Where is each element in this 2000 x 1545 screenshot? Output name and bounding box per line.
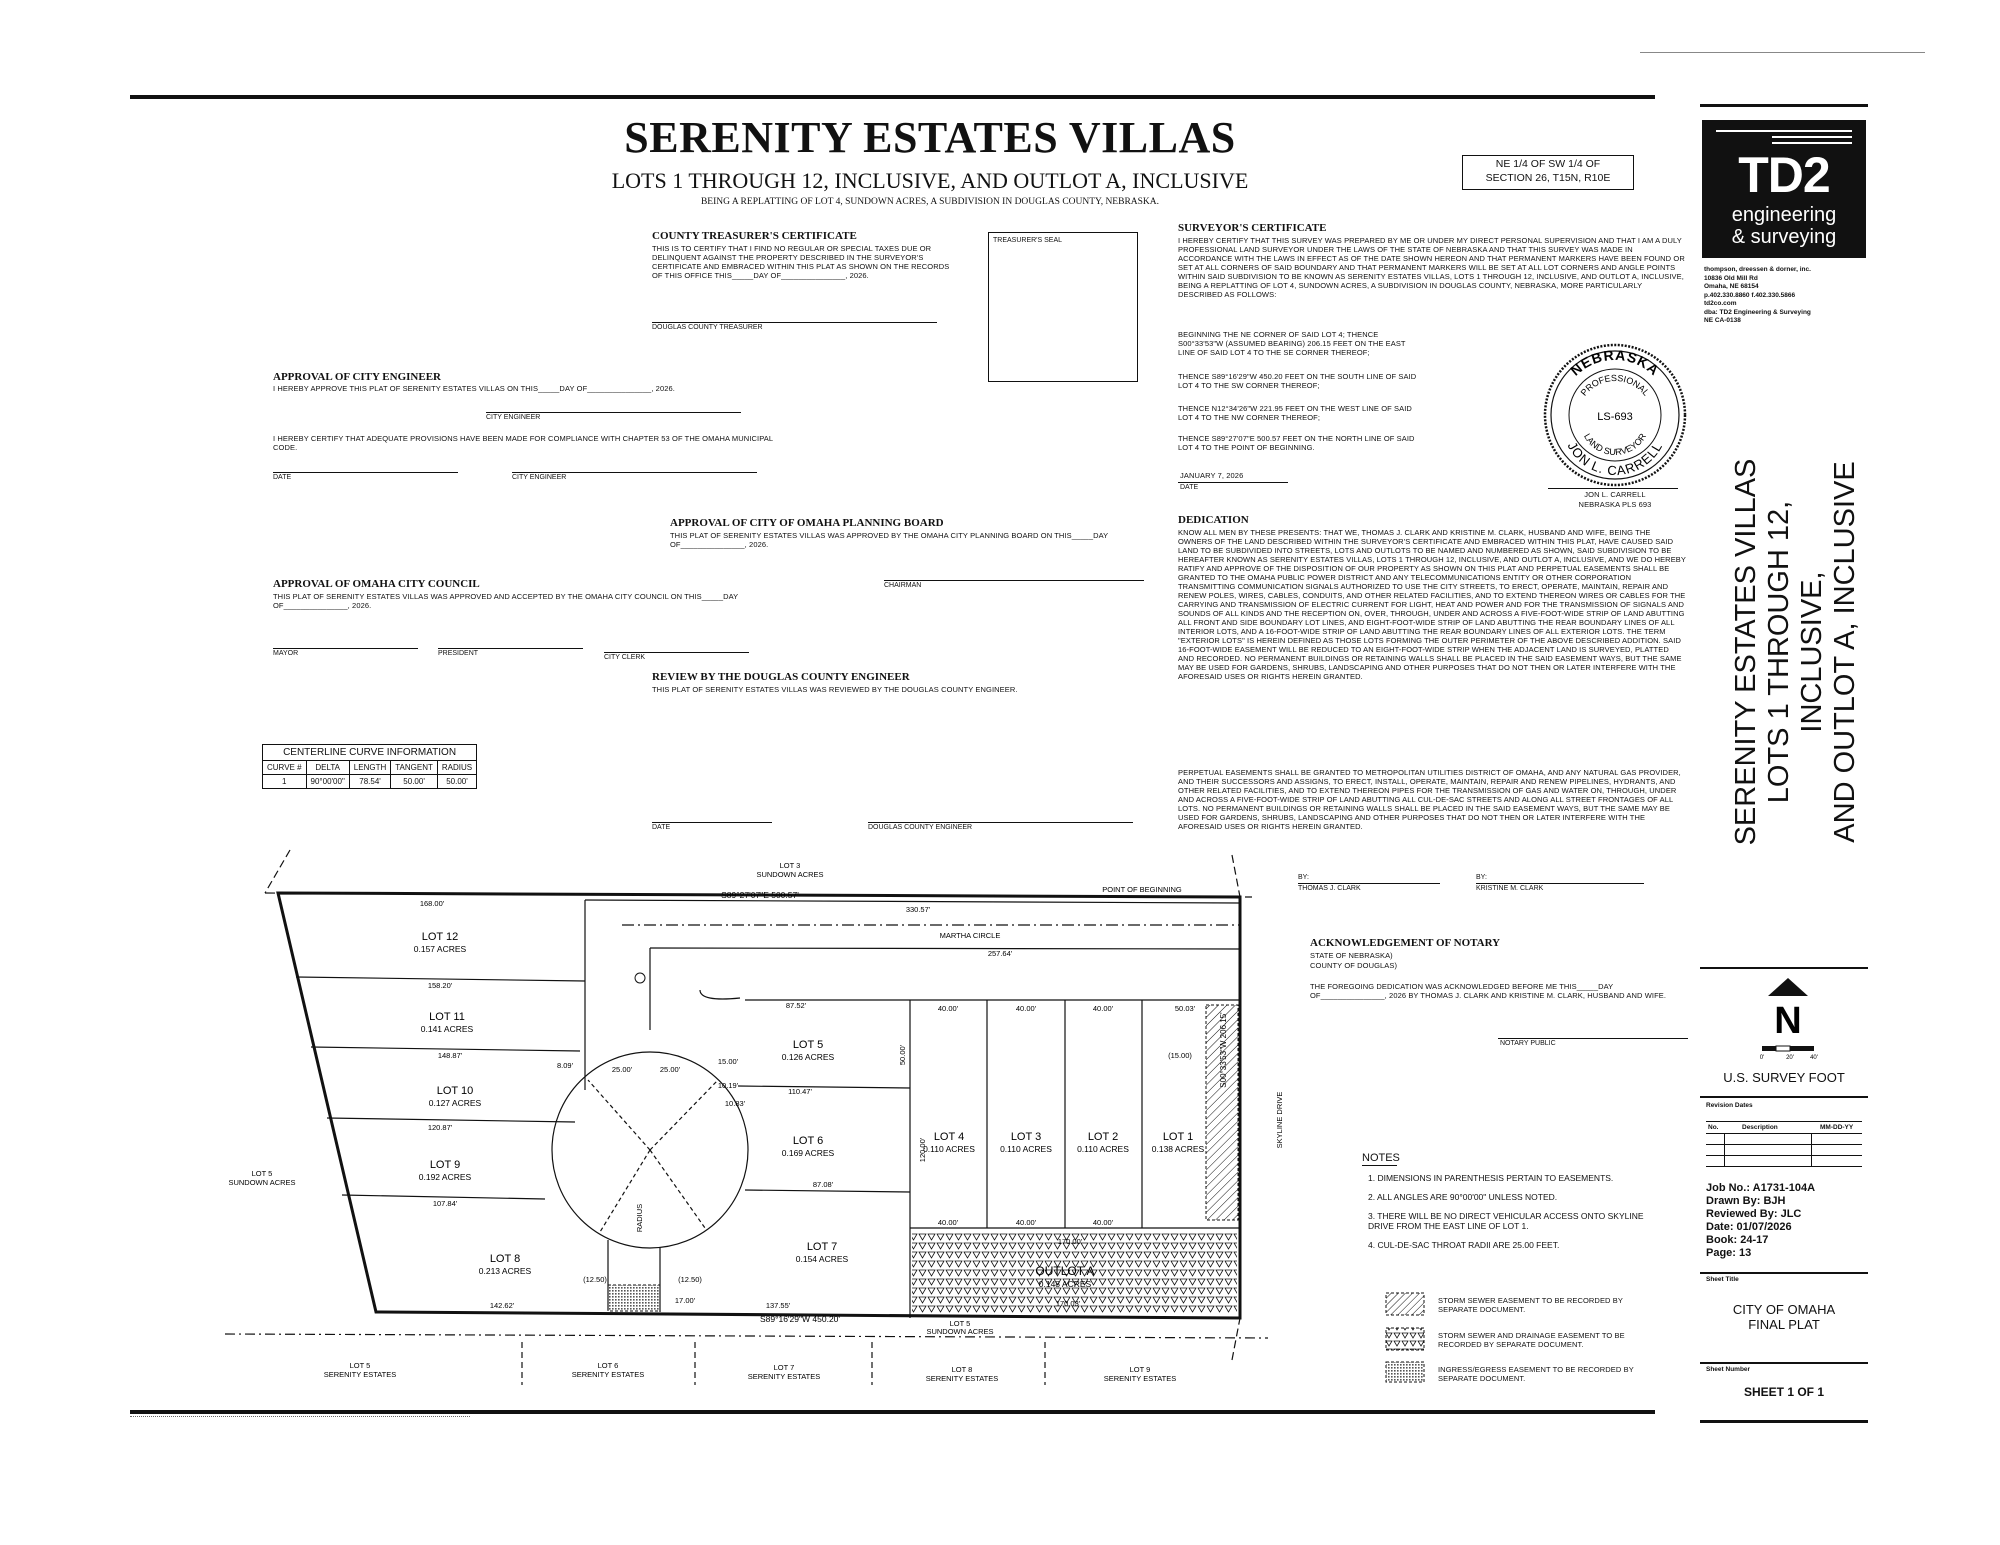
dim-label: (15.00) <box>1168 1051 1192 1060</box>
plat-title: SERENITY ESTATES VILLAS <box>624 113 1236 162</box>
dim-label: 8.09' <box>556 1061 574 1070</box>
dim-label: 168.00' <box>419 899 445 908</box>
adjacent-bottom-lot: LOT 9 <box>1129 1365 1151 1374</box>
city-council-text: THIS PLAT OF SERENITY ESTATES VILLAS WAS APPROVED AND ACCEPTED BY THE OMAHA CITY COUNCIL ON THIS_____DAY OF_______________, 2026. <box>273 592 739 610</box>
surveyor-p2: THENCE S89°16'29"W 450.20 FEET ON THE SOUTH LINE OF SAID LOT 4 TO THE SW CORNER THEREOF; <box>1178 372 1417 390</box>
dim-label: 25.00' <box>611 1065 633 1074</box>
adjacent-top-lot: LOT 3 <box>779 861 801 870</box>
surveyor-p4: THENCE S89°27'07"E 500.57 FEET ON THE NORTH LINE OF SAID LOT 4 TO THE POINT OF BEGINNING. <box>1178 434 1415 452</box>
lot-11-label: LOT 11 <box>429 1011 465 1023</box>
dim-label: 40.00' <box>1015 1004 1037 1013</box>
firm-line: td2co.com <box>1704 300 1737 307</box>
curve-header: TANGENT <box>391 761 438 775</box>
adjacent-bottom-sub: SERENITY ESTATES <box>747 1372 821 1381</box>
adjacent-bottom-sub: SERENITY ESTATES <box>1103 1374 1177 1383</box>
dedication-text-2: PERPETUAL EASEMENTS SHALL BE GRANTED TO METROPOLITAN UTILITIES DISTRICT OF OMAHA, AND ANY NATURAL GAS PROVIDER, AND THEIR SUCCESSORS AND ASSIGNS, TO ERECT, INSTALL, OPERATE, MAINTAIN, REPAIR AND RENEW PIPELINES, HYDRANTS, AND OTHER RELATED FACILITIES, AND TO EXTEND THEREON PIPES FOR THE TRANSMISSION OF GAS AND WATER ON, THROUGH, UNDER AND ACROSS A FIVE-FOOT-WIDE STRIP OF LAND ABUTTING ALL CUL-DE-SAC STREETS AND ALONG ALL STREET FRONTAGES OF ALL LOTS. NO PERMANENT BUILDINGS OR RETAINING WALLS SHALL BE PLACED IN THE SAID EASEMENT WAYS, BUT THE SAME MAY BE USED FOR GARDENS, SHRUBS, LANDSCAPING AND OTHER PURPOSES THAT DO NOT THEN OR LATER INTERFERE WITH THE AFORESAID USES OR RIGHTS HEREIN GRANTED. <box>1178 768 1681 831</box>
adjacent-bottom-sub: SERENITY ESTATES <box>571 1370 645 1379</box>
curve-cell: 90°00'00" <box>306 775 349 789</box>
lot-1-acres: 0.138 ACRES <box>1151 1144 1205 1154</box>
county-engineer-sig-label: DOUGLAS COUNTY ENGINEER <box>868 824 973 831</box>
city-engineer-date-label: DATE <box>273 474 292 481</box>
dim-label: 158.20' <box>427 981 453 990</box>
owner-name-2: KRISTINE M. CLARK <box>1476 885 1544 892</box>
street-name: MARTHA CIRCLE <box>939 931 1001 940</box>
dim-label: 50.00' <box>898 1044 907 1066</box>
lot-11-acres: 0.141 ACRES <box>420 1024 474 1034</box>
legend-ingress: INGRESS/EGRESS EASEMENT TO BE RECORDED BY SEPARATE DOCUMENT. <box>1438 1365 1634 1383</box>
job-date: Date: 01/07/2026 <box>1706 1221 1792 1233</box>
outlot-label: OUTLOT A <box>1035 1264 1095 1278</box>
side-title-line-2: LOTS 1 THROUGH 12, INCLUSIVE, <box>1763 500 1828 804</box>
adjacent-bottom-sundown-sub: SUNDOWN ACRES <box>926 1327 994 1336</box>
curve-header: LENGTH <box>349 761 390 775</box>
radius-line <box>588 1080 718 1232</box>
adjacent-bottom-sub: SERENITY ESTATES <box>323 1370 397 1379</box>
note-item: 3. THERE WILL BE NO DIRECT VEHICULAR ACCESS ONTO SKYLINE DRIVE FROM THE EAST LINE OF LOT 1. <box>1368 1211 1644 1231</box>
dim-label: 257.64' <box>987 949 1013 958</box>
lot-6-acres: 0.169 ACRES <box>781 1148 835 1158</box>
lot-6-label: LOT 6 <box>792 1135 824 1147</box>
reviewed-by: Reviewed By: JLC <box>1706 1208 1802 1220</box>
firm-line: dba: TD2 Engineering & Surveying <box>1704 308 1811 316</box>
lot-line <box>745 1190 910 1192</box>
city-engineer-text-2: I HEREBY CERTIFY THAT ADEQUATE PROVISIONS HAVE BEEN MADE FOR COMPLIANCE WITH CHAPTER 53 OF THE OMAHA MUNICIPAL CODE. <box>273 434 773 452</box>
dim-label: 170.00' <box>1057 1237 1083 1246</box>
curve-cell: 50.00' <box>437 775 476 789</box>
seal-number: LS-693 <box>1597 411 1633 423</box>
firm-line: Omaha, NE 68154 <box>1704 283 1759 290</box>
survey-foot: U.S. SURVEY FOOT <box>1723 1070 1845 1085</box>
city-engineer-sig-label-1: CITY ENGINEER <box>486 414 541 421</box>
lot-5-acres: 0.126 ACRES <box>781 1052 835 1062</box>
logo-text: TD2 <box>1738 147 1830 203</box>
lot-8-label: LOT 8 <box>489 1253 521 1265</box>
note-item: 4. CUL-DE-SAC THROAT RADII ARE 25.00 FEET. <box>1368 1240 1560 1250</box>
surveyor-pls: NEBRASKA PLS 693 <box>1578 500 1652 509</box>
notary-county: COUNTY OF DOUGLAS) <box>1310 961 1398 970</box>
owner-name-1: THOMAS J. CLARK <box>1298 885 1361 892</box>
dim-label: 330.57' <box>905 905 931 914</box>
sheet-title-label: Sheet Title <box>1706 1276 1739 1283</box>
city-clerk-sig-label: CITY CLERK <box>604 654 646 661</box>
legend-drainage: STORM SEWER AND DRAINAGE EASEMENT TO BE RECORDED BY SEPARATE DOCUMENT. <box>1438 1331 1625 1349</box>
planning-board-heading: APPROVAL OF CITY OF OMAHA PLANNING BOARD <box>670 517 944 529</box>
dim-label: 40.00' <box>1015 1218 1037 1227</box>
dim-label: 15.00' <box>717 1057 739 1066</box>
south-bearing: S89°16'29"W 450.20' <box>759 1314 841 1324</box>
lot-line <box>738 1086 910 1088</box>
curve-marker <box>635 973 645 983</box>
curve-cell: 78.54' <box>349 775 390 789</box>
dim-label: 40.00' <box>937 1218 959 1227</box>
treasurer-seal-label: TREASURER'S SEAL <box>993 237 1063 244</box>
county-treasurer-heading: COUNTY TREASURER'S CERTIFICATE <box>652 230 857 242</box>
north-letter: N <box>1774 1000 1802 1042</box>
east-bearing: S00°33'53"W 206.15' <box>1219 1012 1228 1088</box>
scale-0: 0' <box>1759 1055 1765 1061</box>
firm-line: p.402.330.8860 f.402.330.5866 <box>1704 291 1796 299</box>
surveyor-date-label: DATE <box>1180 484 1199 491</box>
lot-10-acres: 0.127 ACRES <box>428 1098 482 1108</box>
dim-label: 148.87' <box>437 1051 463 1060</box>
adjacent-bottom-lot: LOT 5 <box>349 1361 371 1370</box>
logo-engineering: engineering <box>1731 204 1837 226</box>
dim-label: 50.03' <box>1174 1004 1196 1013</box>
job-book: Book: 24-17 <box>1706 1234 1769 1246</box>
revision-title: Revision Dates <box>1706 1102 1753 1109</box>
dim-label: 110.47' <box>788 1087 812 1096</box>
adjacent-left-sub: SUNDOWN ACRES <box>228 1178 296 1187</box>
sheet-title-line-1: CITY OF OMAHA <box>1732 1302 1836 1317</box>
street-line <box>700 990 740 999</box>
dim-label: 137.55' <box>765 1301 791 1310</box>
section-line-2: SECTION 26, T15N, R10E <box>1485 172 1611 184</box>
curve-header: CURVE # <box>263 761 307 775</box>
curve-header: DELTA <box>306 761 349 775</box>
lot-9-acres: 0.192 ACRES <box>418 1172 472 1182</box>
lot-3-acres: 0.110 ACRES <box>1000 1144 1052 1154</box>
adjacent-bottom-lot: LOT 6 <box>597 1361 619 1370</box>
dedication-text-1: KNOW ALL MEN BY THESE PRESENTS: THAT WE, THOMAS J. CLARK AND KRISTINE M. CLARK, HUSBAND AND WIFE, BEING THE OWNERS OF THE LAND DESCRIBED WITHIN THE SURVEYOR'S CERTIFICATE AND EMBRACED WITHIN THIS PLAT, HAVE CAUSED SAID LAND TO BE SUBDIVIDED INTO STREETS, LOTS AND OUTLOTS TO BE NAMED AND NUMBERED AS SHOWN, SAID SUBDIVISION TO BE HEREAFTER KNOWN AS SERENITY ESTATES VILLAS, LOTS 1 THROUGH 12, INCLUSIVE, AND OUTLOT A, INCLUSIVE, AND WE DO HEREBY RATIFY AND APPROVE OF THE DISPOSITION OF OUR PROPERTY AS SHOWN ON THIS PLAT AND PERPETUAL EASEMENTS SHALL BE GRANTED TO THE OMAHA PUBLIC POWER DISTRICT AND ANY TELECOMMUNICATIONS ENTITY OR OTHER CORPORATION TRANSMITTING COMMUNICATION SIGNALS AUTHORIZED TO USE THE CITY STREETS, TO ERECT, OPERATE, MAINTAIN, REPAIR AND RENEW POLES, WIRES, CABLES, CONDUITS, AND OTHER RELATED FACILITIES, AND TO EXTEND THEREON WIRES OR CABLES FOR THE CARRYING AND TRANSMISSION OF ELECTRIC CURRENT FOR LIGHT, HEAT AND POWER AND FOR THE TRANSMISSION OF SIGNALS AND SOUNDS OF ALL KINDS AND THE RECEPTION ON, OVER, THROUGH, UNDER AND ACROSS A FIVE-FOOT-WIDE STRIP OF LAND ABUTTING ALL FRONT AND SIDE BOUNDARY LOT LINES, AND EIGHT-FOOT-WIDE STRIP OF LAND ABUTTING THE REAR BOUNDARY LINES OF ALL INTERIOR LOTS, AND A 16-FOOT-WIDE STRIP OF LAND ABUTTING THE REAR BOUNDARY LINES OF ALL EXTERIOR LOTS. THE TERM "EXTERIOR LOTS" IS HEREIN DEFINED AS THOSE LOTS FORMING THE OUTER PERIMETER OF THE ABOVE DESCRIBED ADDITION. SAID 16-FOOT-WIDE EASEMENT WILL BE REDUCED TO AN EIGHT-FOOT-WIDE STRIP WHEN THE ADJACENT LAND IS SURVEYED, PLATTED AND RECORDED. NO PERMANENT BUILDINGS OR RETAINING WALLS SHALL BE PLACED IN THE SAID EASEMENT WAYS, BUT THE SAME MAY BE USED FOR GARDENS, SHRUBS, LANDSCAPING AND OTHER PURPOSES THAT DO NOT THEN OR LATER INTERFERE WITH THE AFORESAID USES OR RIGHTS HEREIN GRANTED. <box>1178 528 1686 681</box>
surveyor-date-value: JANUARY 7, 2026 <box>1180 471 1244 480</box>
firm-line: NE CA-0138 <box>1704 317 1741 324</box>
curve-cell: 1 <box>263 775 307 789</box>
rev-header-no: No. <box>1708 1124 1719 1131</box>
dedication-heading: DEDICATION <box>1178 514 1249 526</box>
county-engineer-heading: REVIEW BY THE DOUGLAS COUNTY ENGINEER <box>652 671 910 683</box>
county-engineer-text: THIS PLAT OF SERENITY ESTATES VILLAS WAS REVIEWED BY THE DOUGLAS COUNTY ENGINEER. <box>652 685 1018 694</box>
city-engineer-sig-label-2: CITY ENGINEER <box>512 474 567 481</box>
president-sig-label: PRESIDENT <box>438 650 479 657</box>
owner-by-2: BY: <box>1476 874 1487 881</box>
lot-12-acres: 0.157 ACRES <box>413 944 467 954</box>
dim-label: 10.83' <box>724 1099 746 1108</box>
sheet-title-line-2: FINAL PLAT <box>1748 1317 1820 1332</box>
notary-state: STATE OF NEBRASKA) <box>1310 951 1393 960</box>
lot-7-label: LOT 7 <box>806 1241 838 1253</box>
lot-12-label: LOT 12 <box>421 931 459 943</box>
lot-10-label: LOT 10 <box>436 1085 474 1097</box>
curve-table-title: CENTERLINE CURVE INFORMATION <box>263 745 477 761</box>
sheet-number-label: Sheet Number <box>1706 1366 1751 1373</box>
lot-9-label: LOT 9 <box>429 1159 461 1171</box>
point-of-beginning: POINT OF BEGINNING <box>1102 885 1182 894</box>
surveyor-heading: SURVEYOR'S CERTIFICATE <box>1178 222 1327 234</box>
notary-sig-label: NOTARY PUBLIC <box>1500 1040 1556 1047</box>
seal-name: JON L. CARRELL <box>1564 439 1666 479</box>
adjacent-line <box>265 850 290 893</box>
side-title-line-1: SERENITY ESTATES VILLAS <box>1730 458 1762 846</box>
adjacent-line <box>1232 855 1240 897</box>
north-bearing: S89°27'07"E 500.57' <box>721 890 799 900</box>
logo-surveying: & surveying <box>1731 226 1837 248</box>
surveyor-p1: BEGINNING THE NE CORNER OF SAID LOT 4; THENCE S00°33'53"W (ASSUMED BEARING) 206.15 FEET ON THE EAST LINE OF SAID LOT 4 TO THE SE CORNER THEREOF; <box>1178 330 1406 357</box>
seal-state: NEBRASKA <box>1567 346 1663 379</box>
dim-label: 170.03' <box>1055 1299 1081 1308</box>
ingress-egress-easement <box>608 1285 660 1311</box>
adjacent-bottom-sub: SERENITY ESTATES <box>925 1374 999 1383</box>
outlot-acres: 0.148 ACRES <box>1038 1279 1092 1289</box>
adjacent-bottom-lot: LOT 7 <box>773 1363 795 1372</box>
lot-3-label: LOT 3 <box>1010 1131 1042 1143</box>
side-title-line-3: AND OUTLOT A, INCLUSIVE <box>1829 461 1861 843</box>
drawn-by: Drawn By: BJH <box>1706 1195 1786 1207</box>
notary-heading: ACKNOWLEDGEMENT OF NOTARY <box>1310 937 1501 949</box>
dim-label: (12.50) <box>678 1275 702 1284</box>
county-treasurer-text: THIS IS TO CERTIFY THAT I FIND NO REGULAR OR SPECIAL TAXES DUE OR DELINQUENT AGAINST THE PROPERTY DESCRIBED IN THE SURVEYOR'S CERTIFICATE AND EMBRACED WITHIN THIS PLAT AS SHOWN ON THE RECORDS OF THIS OFFICE THIS_____DAY OF_______________, 2026. <box>652 244 950 280</box>
planning-board-sig-label: CHAIRMAN <box>884 582 922 589</box>
city-engineer-heading: APPROVAL OF CITY ENGINEER <box>273 371 441 383</box>
lot-7-acres: 0.154 ACRES <box>795 1254 849 1264</box>
lot-2-acres: 0.110 ACRES <box>1077 1144 1129 1154</box>
seal-land-surveyor: LAND SURVEYOR <box>1581 431 1649 458</box>
dim-label: 87.52' <box>785 1001 807 1010</box>
adjacent-bottom-lot: LOT 8 <box>951 1365 973 1374</box>
dim-label: RADIUS <box>635 1203 644 1233</box>
notary-text: THE FOREGOING DEDICATION WAS ACKNOWLEDGED BEFORE ME THIS_____DAY OF_______________, 2026 BY THOMAS J. CLARK AND KRISTINE M. CLARK, HUSBAND AND WIFE. <box>1310 982 1667 1000</box>
treasurer-signature-label: DOUGLAS COUNTY TREASURER <box>652 324 763 331</box>
lot-2-label: LOT 2 <box>1087 1131 1119 1143</box>
dim-label: 107.84' <box>432 1199 458 1208</box>
dim-label: (12.50) <box>583 1275 607 1284</box>
street-line <box>585 900 1240 903</box>
adjacent-line <box>225 1334 1268 1338</box>
scale-40: 40' <box>1810 1055 1818 1061</box>
lot-4-acres: 0.110 ACRES <box>923 1144 975 1154</box>
replat-description: BEING A REPLATTING OF LOT 4, SUNDOWN ACRES, A SUBDIVISION IN DOUGLAS COUNTY, NEBRASKA. <box>700 197 1160 207</box>
owner-by-1: BY: <box>1298 874 1309 881</box>
dim-label: 40.00' <box>1092 1218 1114 1227</box>
adjacent-top-sub: SUNDOWN ACRES <box>756 870 824 879</box>
scale-20: 20' <box>1786 1055 1794 1061</box>
job-page: Page: 13 <box>1706 1247 1752 1259</box>
plat-subtitle: LOTS 1 THROUGH 12, INCLUSIVE, AND OUTLOT A, INCLUSIVE <box>611 168 1249 193</box>
city-council-heading: APPROVAL OF OMAHA CITY COUNCIL <box>273 578 480 590</box>
county-engineer-date-label: DATE <box>652 824 671 831</box>
surveyor-text: I HEREBY CERTIFY THAT THIS SURVEY WAS PREPARED BY ME OR UNDER MY DIRECT PERSONAL SUPERVISION AND THAT I AM A DULY PROFESSIONAL LAND SURVEYOR UNDER THE LAWS OF THE STATE OF NEBRASKA AND THAT THIS SURVEY WAS MADE IN ACCORDANCE WITH THE LAWS IN EFFECT AS OF THE DATE SHOWN HEREON AND THAT PERMANENT MARKERS HAVE BEEN FOUND OR SET AT ALL CORNERS OF SAID BOUNDARY AND THAT PERMANENT MARKERS WILL BE SET AT ALL LOT CORNERS AND ANGLE POINTS WITHIN SAID SUBDIVISION TO BE KNOWN AS SERENITY ESTATES VILLAS, LOTS 1 THROUGH 12, INCLUSIVE, AND OUTLOT A, INCLUSIVE, BEING A REPLATTING OF LOT 4, SUNDOWN ACRES, A SUBDIVISION IN DOUGLAS COUNTY, NEBRASKA, MORE PARTICULARLY DESCRIBED AS FOLLOWS: <box>1178 236 1685 299</box>
mayor-sig-label: MAYOR <box>273 650 299 657</box>
adjacent-left-lot: LOT 5 <box>251 1169 273 1178</box>
dim-label: 120.87' <box>427 1123 453 1132</box>
file-path-footer <box>130 1416 470 1419</box>
dim-label: 10.19' <box>717 1081 739 1090</box>
dim-label: 40.00' <box>937 1004 959 1013</box>
dim-label: 40.00' <box>1092 1004 1114 1013</box>
dim-label: 142.62' <box>489 1301 515 1310</box>
legend-storm: STORM SEWER EASEMENT TO BE RECORDED BY SEPARATE DOCUMENT. <box>1438 1296 1623 1314</box>
surveyor-name: JON L. CARRELL <box>1584 490 1646 499</box>
rev-header-date: MM-DD-YY <box>1820 1124 1854 1131</box>
notes-heading: NOTES <box>1362 1152 1400 1164</box>
curve-cell: 50.00' <box>391 775 438 789</box>
adjacent-bottom-sundown-lot: LOT 5 <box>949 1319 971 1328</box>
section-line-1: NE 1/4 OF SW 1/4 OF <box>1495 158 1601 170</box>
street-line <box>650 948 1240 949</box>
sheet-number: SHEET 1 OF 1 <box>1743 1385 1825 1399</box>
dim-label: 25.00' <box>659 1065 681 1074</box>
note-item: 1. DIMENSIONS IN PARENTHESIS PERTAIN TO EASEMENTS. <box>1368 1173 1614 1183</box>
surveyor-p3: THENCE N12°34'26"W 221.95 FEET ON THE WEST LINE OF SAID LOT 4 TO THE NW CORNER THEREOF; <box>1178 404 1412 422</box>
dim-label: 17.00' <box>674 1296 696 1305</box>
lot-4-label: LOT 4 <box>933 1131 965 1143</box>
planning-board-text: THIS PLAT OF SERENITY ESTATES VILLAS WAS APPROVED BY THE OMAHA CITY PLANNING BOARD ON THIS_____DAY OF_______________, 2026. <box>670 531 1109 549</box>
seal-professional: PROFESSIONAL <box>1578 372 1652 398</box>
note-item: 2. ALL ANGLES ARE 90°00'00" UNLESS NOTED. <box>1368 1192 1558 1202</box>
skyline-drive-label: SKYLINE DRIVE <box>1275 1091 1284 1149</box>
adjacent-line <box>1232 1318 1240 1360</box>
rev-header-desc: Description <box>1742 1124 1778 1131</box>
firm-line: 10836 Old Mill Rd <box>1704 274 1758 282</box>
curve-header: RADIUS <box>437 761 476 775</box>
dim-label: 120.00' <box>918 1137 927 1163</box>
lot-1-label: LOT 1 <box>1162 1131 1194 1143</box>
lot-8-acres: 0.213 ACRES <box>478 1266 532 1276</box>
firm-line: thompson, dreessen & dorner, inc. <box>1704 266 1811 273</box>
lot-5-label: LOT 5 <box>792 1039 824 1051</box>
job-number: Job No.: A1731-104A <box>1706 1182 1816 1194</box>
lot-line <box>327 1118 575 1122</box>
city-engineer-text-1: I HEREBY APPROVE THIS PLAT OF SERENITY ESTATES VILLAS ON THIS_____DAY OF_______________, 2026. <box>273 384 675 393</box>
dim-label: 87.08' <box>812 1180 834 1189</box>
